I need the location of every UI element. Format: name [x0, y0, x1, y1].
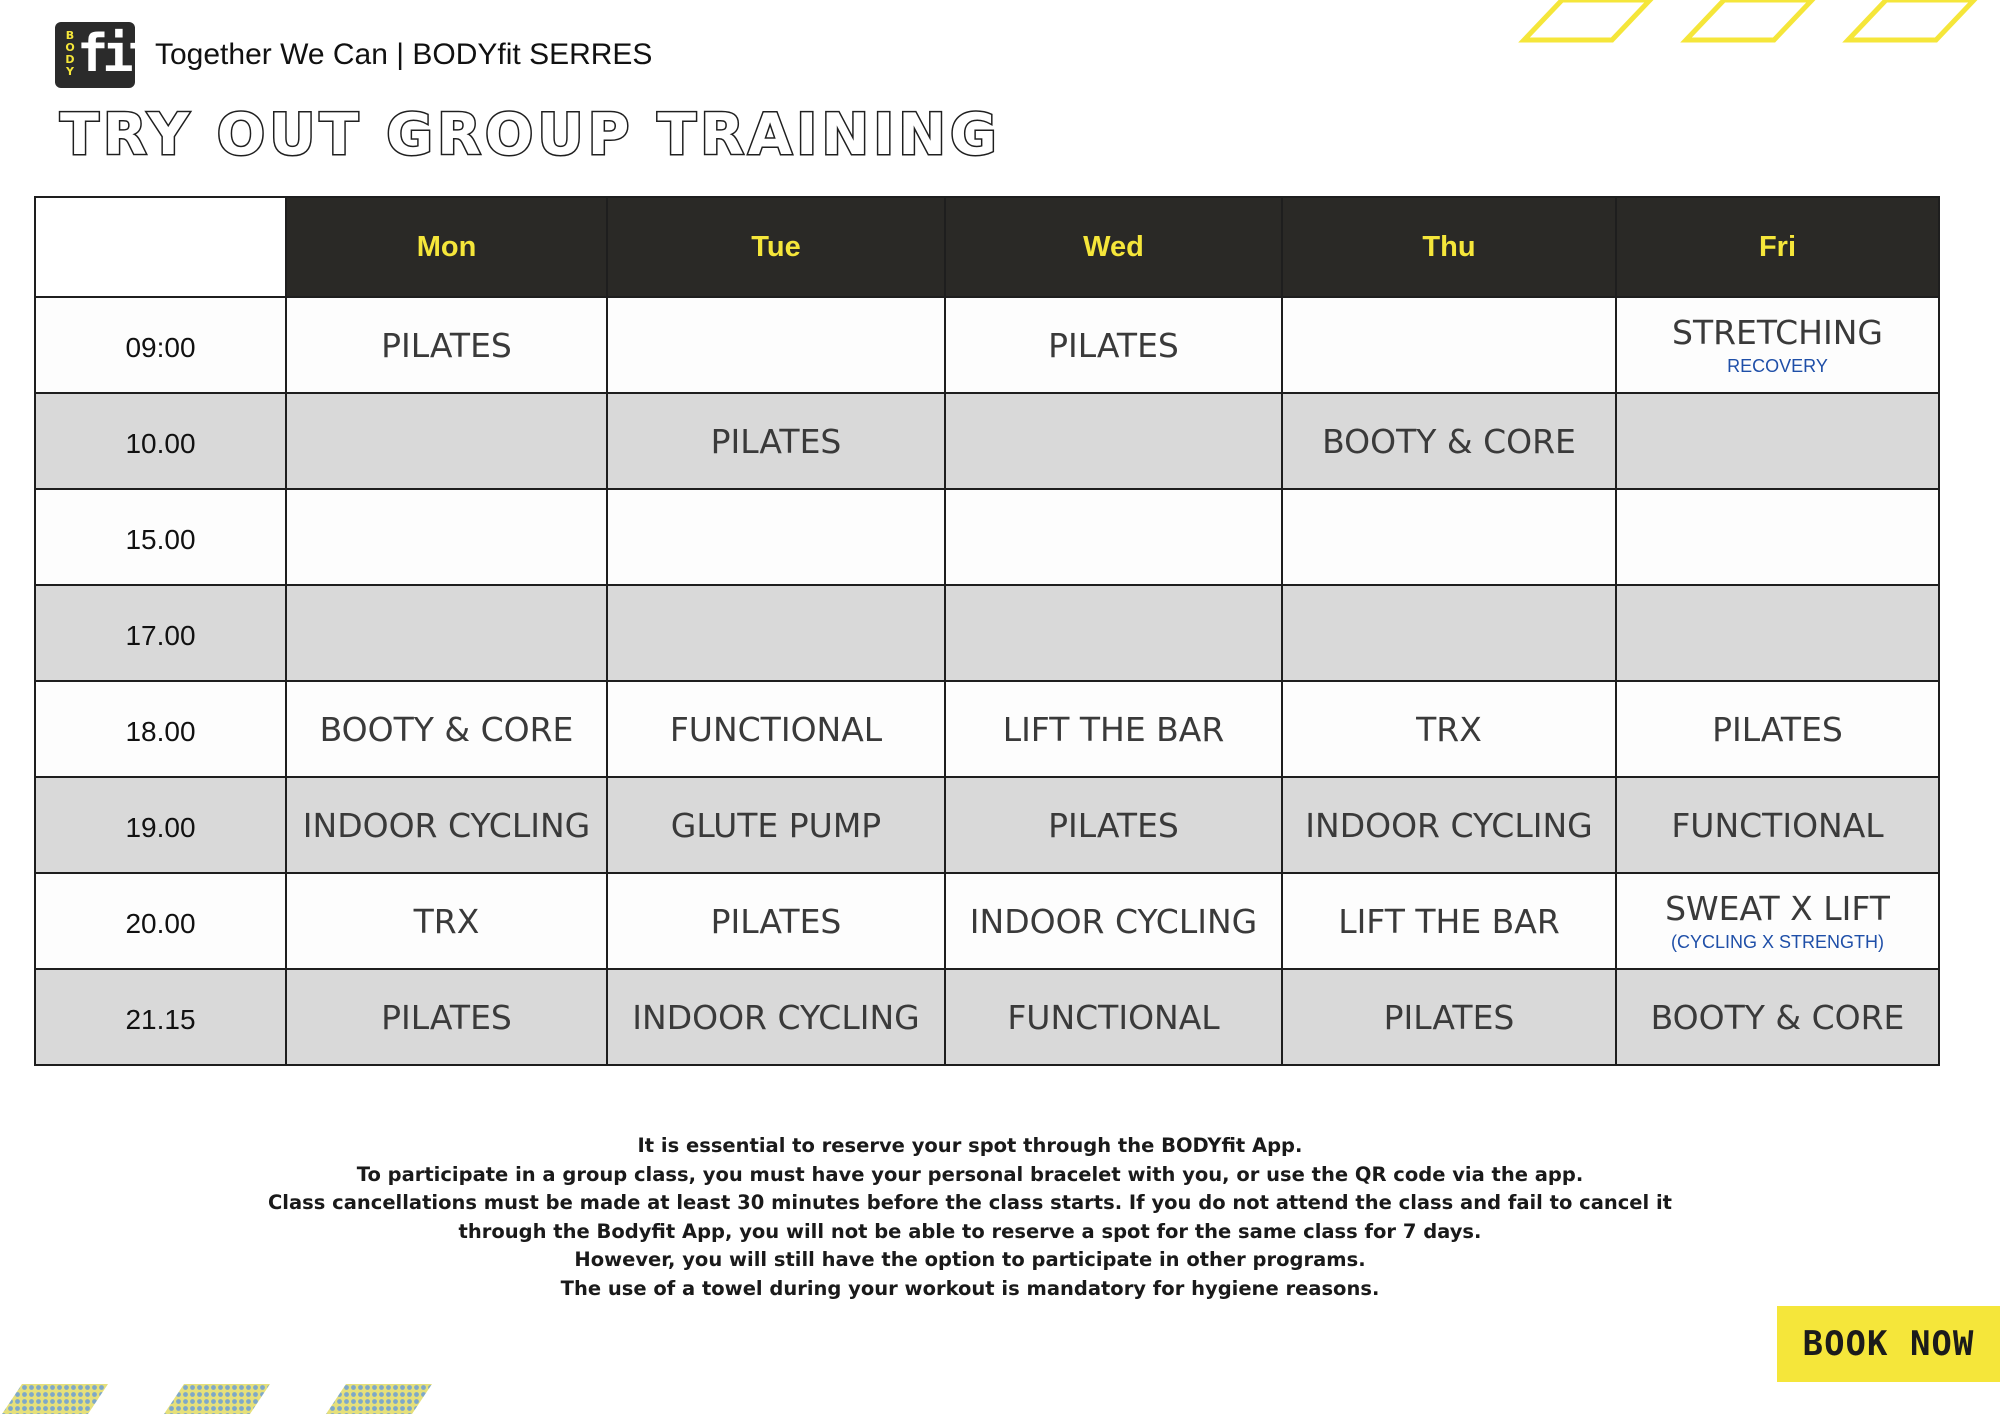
tagline: Together We Can | BODYfit SERRES	[155, 38, 653, 71]
time-slot: 15.00	[35, 489, 286, 585]
dotted-stripes-decoration	[0, 1384, 440, 1414]
class-cell	[945, 297, 1282, 393]
class-cell	[286, 681, 607, 777]
time-slot: 21.15	[35, 969, 286, 1065]
class-cell	[1616, 777, 1939, 873]
class-subtitle: (CYCLING X STRENGTH)	[1670, 932, 1884, 952]
schedule-row	[35, 681, 1939, 777]
class-name: PILATES	[381, 997, 512, 1037]
note-line: Class cancellations must be made at least 30 minutes before the class starts. If you do not attend the class and fail to cancel it	[268, 1191, 1672, 1215]
class-name: INDOOR CYCLING	[1305, 805, 1593, 845]
class-name: LIFT THE BAR	[1002, 709, 1225, 749]
class-name: PILATES	[710, 421, 842, 461]
logo-body-letters	[63, 30, 77, 78]
class-cell	[1282, 873, 1616, 969]
schedule-row	[35, 969, 1939, 1065]
class-name: PILATES	[710, 901, 842, 941]
class-name: FUNCTIONAL	[1671, 805, 1884, 845]
schedule-row	[35, 297, 1939, 393]
yellow-stripes-decoration	[1500, 0, 2000, 44]
class-name: FUNCTIONAL	[669, 709, 883, 749]
class-cell	[1616, 873, 1939, 969]
note-line: through the Bodyfit App, you will not be able to reserve a spot for the same class for 7 days.	[458, 1219, 1482, 1243]
class-name: SWEAT X LIFT	[1665, 889, 1890, 928]
class-cell	[1616, 393, 1939, 489]
time-slot: 20.00	[35, 873, 286, 969]
class-name: BOOTY & CORE	[1650, 997, 1905, 1037]
class-cell	[945, 873, 1282, 969]
time-slot: 19.00	[35, 777, 286, 873]
class-name: BOOTY & CORE	[319, 709, 574, 749]
class-cell	[1282, 393, 1616, 489]
class-cell	[1282, 489, 1616, 585]
class-name: BOOTY & CORE	[1322, 421, 1576, 461]
time-slot: 18.00	[35, 681, 286, 777]
class-cell	[286, 873, 607, 969]
logo-letter: D	[65, 53, 75, 66]
book-now-button[interactable]: BOOK NOW	[1777, 1306, 2000, 1382]
class-cell	[945, 489, 1282, 585]
class-cell	[286, 969, 607, 1065]
class-cell	[286, 585, 607, 681]
time-slot: 09:00	[35, 297, 286, 393]
schedule-row	[35, 873, 1939, 969]
day-header-fri: Fri	[1616, 197, 1939, 297]
class-name: TRX	[1416, 709, 1482, 749]
bodyfit-logo	[55, 22, 153, 88]
class-name: LIFT THE BAR	[1338, 901, 1560, 941]
time-slot: 10.00	[35, 393, 286, 489]
class-cell	[945, 393, 1282, 489]
day-header-wed: Wed	[945, 197, 1282, 297]
class-cell	[286, 777, 607, 873]
class-name: FUNCTIONAL	[1007, 997, 1220, 1037]
class-cell	[945, 681, 1282, 777]
class-cell	[286, 297, 607, 393]
class-cell	[607, 585, 945, 681]
class-name: INDOOR CYCLING	[302, 805, 591, 845]
logo-letter: B	[65, 29, 75, 42]
class-cell	[1282, 969, 1616, 1065]
note-line: It is essential to reserve your spot through the BODYfit App.	[637, 1134, 1303, 1157]
stripe-shape	[326, 1384, 432, 1414]
stripe-shape	[1686, 0, 1812, 40]
day-header-thu: Thu	[1282, 197, 1616, 297]
stripe-shape	[2, 1384, 108, 1414]
class-name: PILATES	[1383, 997, 1515, 1037]
class-cell	[607, 777, 945, 873]
class-cell	[607, 297, 945, 393]
note-line: The use of a towel during your workout is mandatory for hygiene reasons.	[560, 1276, 1380, 1300]
class-cell	[1616, 681, 1939, 777]
schedule-row	[35, 777, 1939, 873]
note-line: However, you will still have the option to participate in other programs.	[574, 1248, 1366, 1272]
class-subtitle: RECOVERY	[1727, 356, 1828, 376]
class-name: PILATES	[1048, 805, 1179, 845]
stripe-shape	[1848, 0, 1974, 40]
class-cell	[945, 777, 1282, 873]
schedule-row	[35, 489, 1939, 585]
class-cell	[607, 393, 945, 489]
class-name: INDOOR CYCLING	[969, 901, 1258, 941]
corner-cell	[35, 197, 286, 297]
schedule-header-row	[35, 197, 1939, 297]
class-cell	[607, 969, 945, 1065]
class-cell	[945, 585, 1282, 681]
class-cell	[1282, 297, 1616, 393]
class-cell	[286, 489, 607, 585]
class-name: TRX	[413, 901, 480, 941]
stripe-shape	[1524, 0, 1650, 40]
note-line: To participate in a group class, you must have your personal bracelet with you, or use the QR code via the app.	[356, 1162, 1584, 1186]
class-name: PILATES	[1048, 325, 1179, 365]
class-cell	[1282, 681, 1616, 777]
class-cell	[607, 873, 945, 969]
class-cell	[945, 969, 1282, 1065]
schedule-table	[34, 196, 1940, 1066]
class-cell	[1616, 489, 1939, 585]
time-slot: 17.00	[35, 585, 286, 681]
class-cell	[286, 393, 607, 489]
class-name: GLUTE PUMP	[670, 805, 882, 845]
class-cell	[1282, 585, 1616, 681]
logo-letter: Y	[66, 65, 74, 78]
schedule-row	[35, 393, 1939, 489]
class-cell	[607, 681, 945, 777]
day-header-mon: Mon	[286, 197, 607, 297]
schedule-row	[35, 585, 1939, 681]
class-name: PILATES	[381, 325, 512, 365]
class-cell	[607, 489, 945, 585]
class-cell	[1616, 969, 1939, 1065]
class-cell	[1282, 777, 1616, 873]
class-cell	[1616, 585, 1939, 681]
day-header-tue: Tue	[607, 197, 945, 297]
class-name: INDOOR CYCLING	[632, 997, 920, 1037]
class-name: STRETCHING	[1672, 313, 1883, 352]
logo-fit-text: fit	[77, 24, 153, 84]
class-cell	[1616, 297, 1939, 393]
stripe-shape	[164, 1384, 270, 1414]
page-title: TRY OUT GROUP TRAINING	[60, 102, 1001, 168]
class-name: PILATES	[1712, 709, 1843, 749]
brand	[55, 22, 652, 88]
booking-notes	[250, 1132, 1690, 1304]
logo-letter: O	[65, 41, 75, 54]
